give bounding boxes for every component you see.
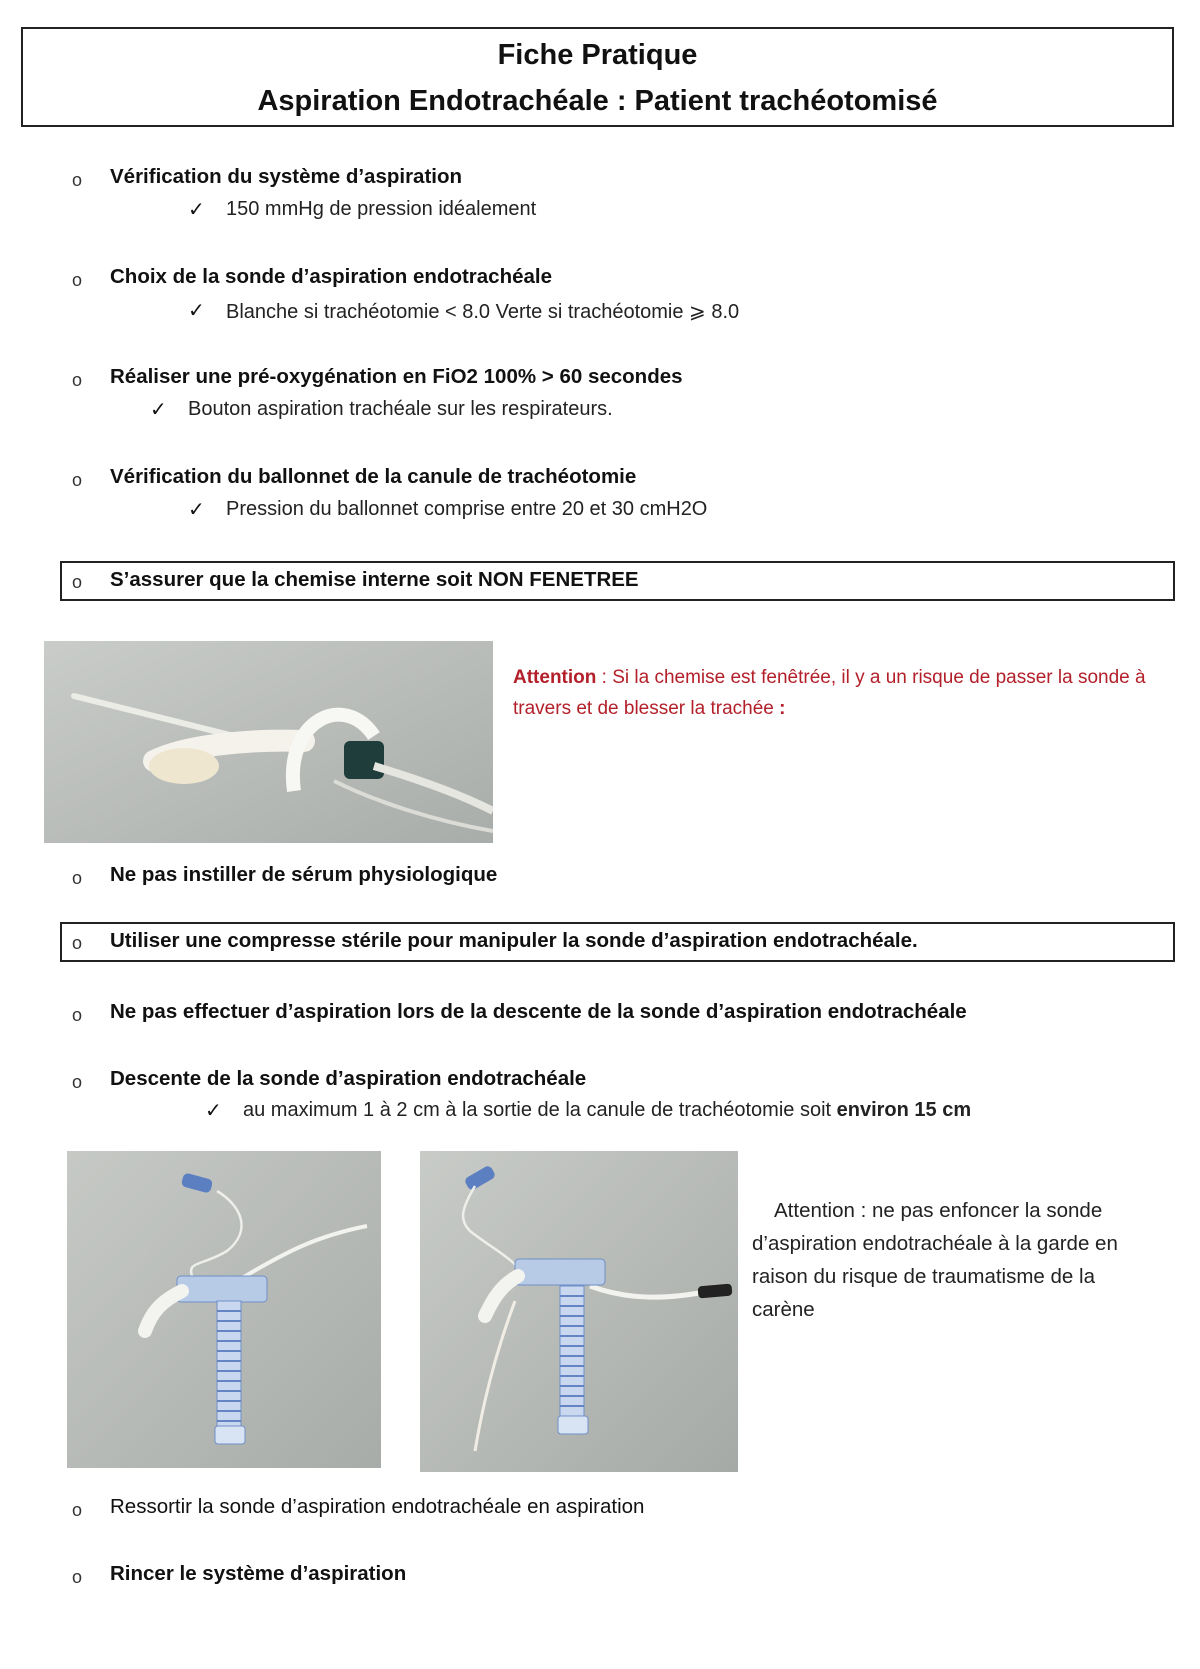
bullet-icon: o [72,270,83,290]
bullet-icon: o [72,170,83,190]
bullet-icon: o [72,868,83,888]
step-title: Vérification du système d’aspiration [110,165,463,188]
check-icon: ✓ [188,199,205,221]
attention-note-window [513,662,1163,724]
check-icon: ✓ [150,399,167,421]
check-icon: ✓ [205,1100,222,1122]
step-title: Réaliser une pré-oxygénation en FiO2 100% > 60 secondes [110,365,683,388]
step-title: Descente de la sonde d’aspiration endotrachéale [110,1067,587,1090]
step-title: Vérification du ballonnet de la canule de trachéotomie [110,465,637,488]
bullet-icon: o [72,1072,83,1092]
title-box [21,27,1174,127]
step-detail: Blanche si trachéotomie < 8.0 Verte si trachéotomie ⩾ 8.0 [226,301,740,323]
step-detail: au maximum 1 à 2 cm à la sortie de la canule de trachéotomie soit environ 15 cm [243,1099,972,1121]
check-icon: ✓ [188,300,205,322]
step-detail: Pression du ballonnet comprise entre 20 et 30 cmH2O [226,498,708,520]
bullet-icon: o [72,370,83,390]
step-title: Ressortir la sonde d’aspiration endotrachéale en aspiration [110,1495,645,1518]
attention-label: Attention [513,667,597,688]
step-title: Choix de la sonde d’aspiration endotrachéale [110,265,552,288]
step-detail: Bouton aspiration trachéale sur les respirateurs. [188,398,613,420]
step-title: Utiliser une compresse stérile pour manipuler la sonde d’aspiration endotrachéale. [110,929,918,952]
attention-note-depth: Attention : ne pas enfoncer la sonde d’aspiration endotrachéale à la garde en raison du risque de traumatisme de la carène [752,1199,1118,1321]
attention-colon: : [779,698,786,719]
bullet-icon: o [72,1500,83,1520]
bullet-icon: o [72,470,83,490]
bullet-icon: o [72,572,83,592]
page-subtitle: Aspiration Endotrachéale : Patient trachéotomisé [257,85,938,117]
tracheostomy-cannula-photo [44,641,493,843]
bullet-icon: o [72,1005,83,1025]
step-title: Ne pas effectuer d’aspiration lors de la descente de la sonde d’aspiration endotrachéale [110,1000,967,1023]
attention-text: : Si la chemise est fenêtrée, il y a un risque de passer la sonde à travers et de blesser la trachée [513,667,1146,719]
step-title: Ne pas instiller de sérum physiologique [110,863,498,886]
closed-suction-system-photo-1 [67,1151,381,1468]
step-detail: 150 mmHg de pression idéalement [226,198,537,220]
closed-suction-system-photo-2 [420,1151,738,1472]
step-title: Rincer le système d’aspiration [110,1562,407,1585]
bullet-icon: o [72,1567,83,1587]
step-detail-emphasis: environ 15 cm [836,1099,972,1121]
bullet-icon: o [72,933,83,953]
step-title: S’assurer que la chemise interne soit NON FENETREE [110,568,639,591]
check-icon: ✓ [188,499,205,521]
page-title: Fiche Pratique [497,39,698,71]
